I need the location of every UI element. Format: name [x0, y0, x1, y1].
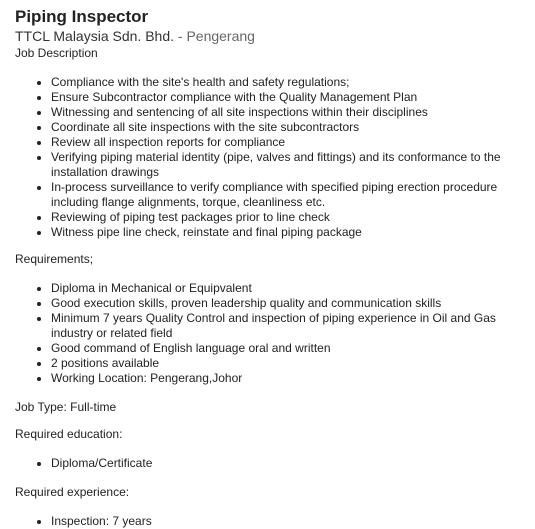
list-item: • Verifying piping material identity (pipe, valves and fittings) and its conformance to the installation drawings: [51, 150, 520, 180]
list-item: • Witnessing and sentencing of all site inspections within their disciplines: [51, 105, 520, 120]
requirements-list: [15, 281, 520, 386]
spacer: [15, 415, 520, 427]
requirements-label: Requirements;: [15, 252, 94, 266]
list-item: • In-process surveillance to verify compliance with specified piping erection procedure including flange alignments, torque, cleanliness etc.: [51, 180, 520, 210]
list-item: • Good command of English language oral and written: [51, 341, 520, 356]
list-item: • Ensure Subcontractor compliance with the Quality Management Plan: [51, 90, 520, 105]
spacer: [15, 471, 520, 485]
spacer: [15, 386, 520, 400]
duties-list: [15, 75, 520, 240]
job-location: Pengerang: [186, 28, 255, 44]
company-name: TTCL Malaysia Sdn. Bhd.: [15, 28, 174, 44]
company-location-separator: -: [174, 28, 187, 44]
list-item: • Inspection: 7 years: [51, 514, 520, 529]
experience-list: [15, 514, 520, 529]
education-list: [15, 456, 520, 471]
job-title: Piping Inspector: [15, 7, 149, 26]
list-item: • Working Location: Pengerang,Johor: [51, 371, 520, 386]
list-item: • Minimum 7 years Quality Control and inspection of piping experience in Oil and Gas industry or related field: [51, 311, 520, 341]
list-item: • Review all inspection reports for compliance: [51, 135, 520, 150]
list-item: • Diploma in Mechanical or Equipvalent: [51, 281, 520, 296]
list-item: • Good execution skills, proven leadership quality and communication skills: [51, 296, 520, 311]
list-item: • Coordinate all site inspections with the site subcontractors: [51, 120, 520, 135]
job-type: Job Type: Full-time: [15, 400, 117, 414]
list-item: • 2 positions available: [51, 356, 520, 371]
list-item: • Diploma/Certificate: [51, 456, 520, 471]
company-line: [15, 28, 520, 45]
job-description-label: Job Description: [15, 46, 98, 60]
education-label: Required education:: [15, 427, 123, 441]
list-item: • Reviewing of piping test packages prior to line check: [51, 210, 520, 225]
list-item: • Witness pipe line check, reinstate and final piping package: [51, 225, 520, 240]
list-item: • Compliance with the site's health and safety regulations;: [51, 75, 520, 90]
experience-label: Required experience:: [15, 485, 130, 499]
spacer: [15, 240, 520, 252]
